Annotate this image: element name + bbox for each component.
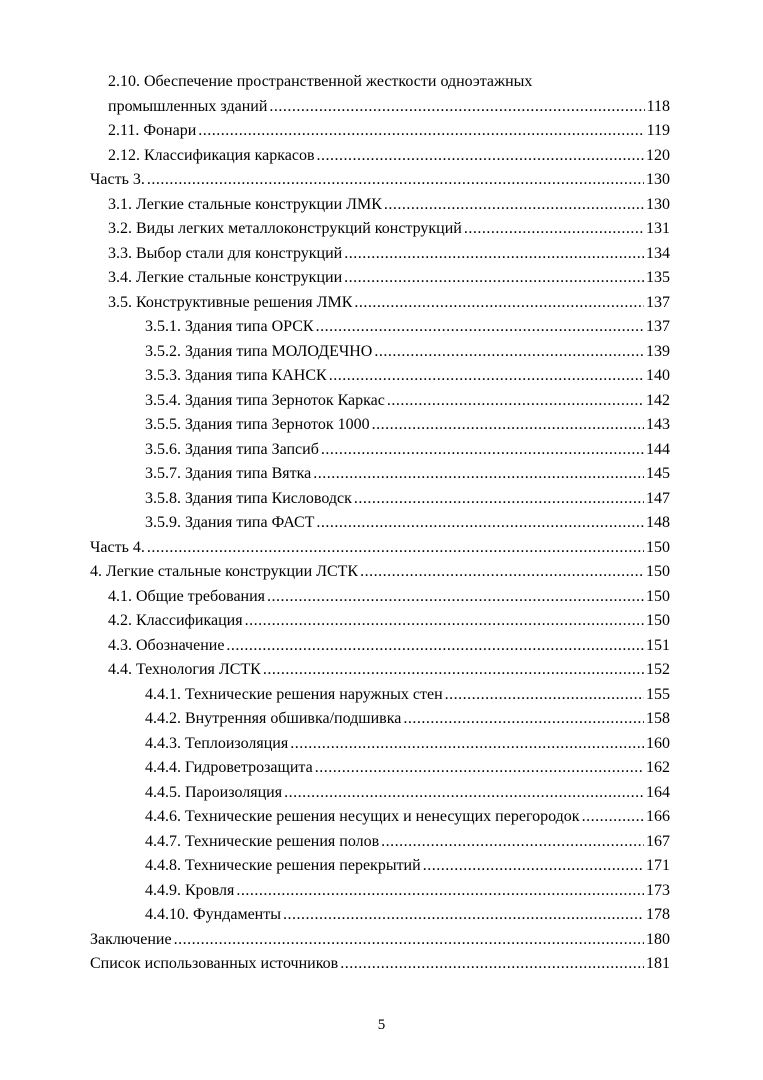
toc-entry-title: Список использованных источников (90, 955, 339, 972)
toc-entry-title: Часть 4. (90, 538, 145, 556)
dot-leader (329, 364, 644, 389)
toc-entry-page: 145 (646, 465, 670, 482)
toc-entry-title: 3.5.5. Здания типа Зерноток 1000 (145, 416, 370, 433)
toc-entry-page: 120 (646, 146, 670, 164)
toc-entry-page: 162 (646, 759, 670, 776)
toc-entry[interactable] (90, 536, 670, 561)
toc-entry[interactable] (90, 217, 670, 242)
dot-leader (340, 952, 644, 977)
toc-entry-page: 164 (646, 783, 670, 801)
toc-entry-page: 166 (646, 808, 670, 825)
toc-entry[interactable] (90, 560, 670, 585)
toc-entry[interactable] (90, 119, 670, 144)
dot-leader (464, 217, 644, 242)
dot-leader (381, 830, 644, 855)
toc-entry[interactable] (90, 70, 670, 119)
dot-leader (147, 536, 644, 561)
toc-entry-page: 181 (646, 955, 670, 972)
toc-entry-title: 3.3. Выбор стали для конструкций (108, 244, 343, 262)
dot-leader (582, 805, 644, 830)
toc-entry-title: 4.4.1. Технические решения наружных стен (145, 685, 443, 703)
dot-leader (174, 928, 644, 953)
toc-entry[interactable] (90, 389, 670, 414)
toc-entry-page: 150 (646, 538, 670, 556)
dot-leader (344, 242, 644, 267)
toc-entry-title: 4.2. Классификация (108, 612, 243, 629)
toc-entry-page: 135 (646, 269, 670, 286)
toc-entry-title: 4. Легкие стальные конструкции ЛСТК (90, 563, 359, 580)
toc-entry[interactable] (90, 438, 670, 463)
toc-entry-page: 147 (646, 489, 670, 507)
toc-entry-page: 143 (646, 416, 670, 433)
toc-entry-title: Часть 3. (90, 171, 145, 188)
toc-entry-title: 3.5.2. Здания типа МОЛОДЕЧНО (145, 342, 373, 360)
toc-entry-page: 173 (646, 881, 670, 899)
dot-leader (313, 462, 644, 487)
toc-entry-page: 160 (646, 734, 670, 752)
dot-leader (374, 340, 644, 365)
toc-entry-page: 167 (646, 832, 670, 850)
toc-entry[interactable] (90, 291, 670, 316)
toc-entry[interactable] (90, 707, 670, 732)
toc-entry-page: 142 (646, 391, 670, 409)
toc-entry-title: 4.4.6. Технические решения несущих и ненесущих перегородок (145, 808, 580, 825)
toc-entry[interactable] (90, 364, 670, 389)
toc-entry-title: 3.4. Легкие стальные конструкции (108, 269, 343, 286)
toc-entry[interactable] (90, 732, 670, 757)
toc-entry[interactable] (90, 340, 670, 365)
toc-entry[interactable] (90, 511, 670, 536)
toc-entry-title: 4.4.7. Технические решения полов (145, 832, 380, 850)
toc-entry[interactable] (90, 315, 670, 340)
toc-entry-title: 3.5.6. Здания типа Запсиб (145, 440, 319, 458)
toc-entry-page: 150 (646, 587, 670, 605)
toc-entry-page: 171 (646, 857, 670, 874)
dot-leader (423, 854, 644, 879)
toc-entry[interactable] (90, 683, 670, 708)
toc-entry-page: 137 (646, 293, 670, 311)
dot-leader (316, 511, 644, 536)
toc-entry-title: 4.4.4. Гидроветрозащита (145, 759, 313, 776)
dot-leader (387, 389, 644, 414)
toc-entry[interactable] (90, 781, 670, 806)
dot-leader (263, 658, 644, 683)
toc-entry-page: 118 (646, 97, 670, 115)
dot-leader (198, 119, 644, 144)
toc-entry[interactable] (90, 756, 670, 781)
dot-leader (147, 168, 644, 193)
toc-entry-title: 3.5.4. Здания типа Зерноток Каркас (145, 391, 385, 409)
toc-entry-title: 4.3. Обозначение (108, 636, 225, 654)
toc-entry[interactable] (90, 462, 670, 487)
toc-entry-title: промышленных зданий (108, 97, 268, 115)
dot-leader (267, 585, 644, 610)
page-number: 5 (377, 1017, 386, 1033)
toc-entry-page: 180 (646, 930, 670, 948)
toc-entry[interactable] (90, 585, 670, 610)
toc-entry-title: 3.5.9. Здания типа ФАСТ (145, 514, 315, 531)
toc-entry-page: 140 (646, 367, 670, 384)
toc-entry-title: 3.5.8. Здания типа Кисловодск (145, 489, 352, 507)
dot-leader (445, 683, 644, 708)
toc-entry-title: Заключение (90, 930, 172, 948)
toc-entry-title: 2.11. Фонари (108, 122, 197, 139)
toc-entry[interactable] (90, 805, 670, 830)
dot-leader (226, 634, 644, 659)
toc-entry[interactable] (90, 168, 670, 193)
dot-leader (316, 315, 644, 340)
toc-entry-title: 3.5.1. Здания типа ОРСК (145, 318, 314, 335)
dot-leader (344, 266, 644, 291)
dot-leader (284, 781, 644, 806)
toc-entry[interactable] (90, 879, 670, 904)
dot-leader (321, 438, 644, 463)
toc-entry-page: 148 (646, 514, 670, 531)
toc-entry-page: 155 (646, 685, 670, 703)
toc-entry-page: 130 (646, 195, 670, 213)
toc-entry[interactable] (90, 193, 670, 218)
toc-entry[interactable] (90, 609, 670, 634)
toc-entry-page: 158 (646, 710, 670, 727)
toc-entry-title: 2.12. Классификация каркасов (108, 146, 315, 164)
toc-entry[interactable] (90, 903, 670, 928)
toc-entry-title: 4.4.9. Кровля (145, 881, 235, 899)
toc-entry-page: 137 (646, 318, 670, 335)
toc-entry[interactable] (90, 487, 670, 512)
toc-entry-title: 4.4.3. Теплоизоляция (145, 734, 289, 752)
toc-entry-title: 4.4.2. Внутренняя обшивка/подшивка (145, 710, 402, 727)
toc-entry[interactable] (90, 658, 670, 683)
toc-entry[interactable] (90, 830, 670, 855)
toc-entry[interactable] (90, 242, 670, 267)
dot-leader (372, 413, 644, 438)
toc-entry-page: 150 (646, 612, 670, 629)
toc-entry-title: 4.4.5. Пароизоляция (145, 783, 283, 801)
toc-entry-page: 178 (646, 906, 670, 923)
dot-leader (360, 560, 644, 585)
toc-entry[interactable] (90, 634, 670, 659)
toc-entry-title: 3.1. Легкие стальные конструкции ЛМК (108, 195, 382, 213)
toc-entry-page: 130 (646, 171, 670, 188)
dot-leader (317, 144, 645, 169)
dot-leader (236, 879, 644, 904)
toc-entry-page: 134 (646, 244, 670, 262)
toc-entry-page: 152 (646, 661, 670, 678)
toc-entry-page: 150 (646, 563, 670, 580)
toc-entry-page: 131 (646, 220, 670, 237)
toc-entry[interactable] (90, 952, 670, 977)
toc-entry-page: 144 (646, 440, 670, 458)
toc-entry-title: 3.5.7. Здания типа Вятка (145, 465, 312, 482)
toc-entry-title: 2.10. Обеспечение пространственной жесткости одноэтажных (108, 73, 533, 90)
toc-entry-title: 4.4. Технология ЛСТК (108, 661, 261, 678)
toc-entry-title: 3.2. Виды легких металлоконструкций конструкций (108, 220, 462, 237)
dot-leader (245, 609, 644, 634)
dot-leader (403, 707, 644, 732)
table-of-contents (90, 70, 670, 977)
toc-entry-title: 4.1. Общие требования (108, 587, 266, 605)
toc-entry[interactable] (90, 266, 670, 291)
toc-entry-title: 3.5.3. Здания типа КАНСК (145, 367, 327, 384)
dot-leader (354, 291, 644, 316)
dot-leader (269, 95, 644, 120)
dot-leader (283, 903, 644, 928)
toc-entry-page: 119 (646, 122, 670, 139)
toc-entry-title: 3.5. Конструктивные решения ЛМК (108, 293, 353, 311)
toc-entry-title: 4.4.10. Фундаменты (145, 906, 281, 923)
toc-entry[interactable] (90, 928, 670, 953)
toc-entry[interactable] (90, 413, 670, 438)
toc-entry-title: 4.4.8. Технические решения перекрытий (145, 857, 421, 874)
dot-leader (315, 756, 644, 781)
dot-leader (290, 732, 644, 757)
dot-leader (384, 193, 644, 218)
toc-entry-page: 151 (646, 636, 670, 654)
toc-entry[interactable] (90, 144, 670, 169)
toc-entry-page: 139 (646, 342, 670, 360)
toc-entry[interactable] (90, 854, 670, 879)
dot-leader (354, 487, 644, 512)
